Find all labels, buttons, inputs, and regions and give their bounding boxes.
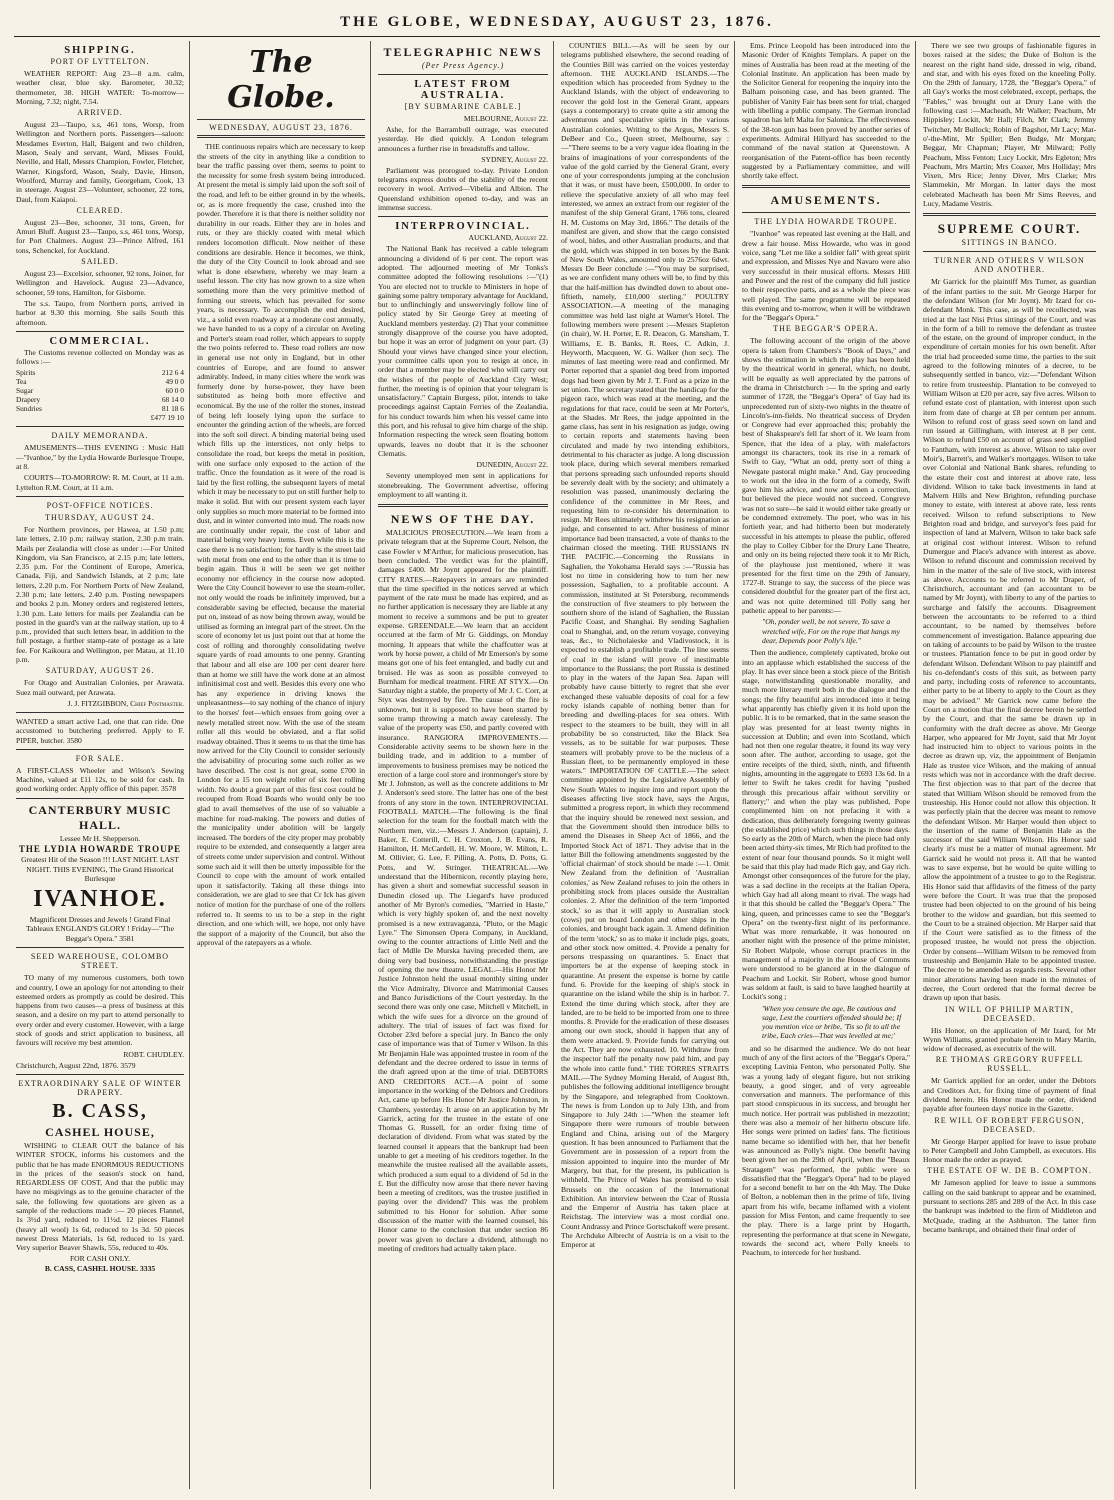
customs-intro: The Customs revenue collected on Monday was as follows :— (16, 347, 184, 367)
customs-row (16, 404, 184, 413)
case-4-heading: RE WILL OF ROBERT FERGUSON, DECEASED. (934, 1115, 1085, 1134)
cleared-text: August 23—Bee, schooner, 31 tons, Green, for Amuri Bluff. August 23—Taupo, s.s, 461 tons, Worsp, for Port Chalmers. August 23—Prince Alfred, 161 tons, Schenckel, for Auckland. (16, 217, 184, 255)
column-6-top-text: There we see two groups of fashionable figures in boxes raised at the sides; the Duke of Bolton is the nearest on the right hand side, dressed in wig, riband, and star, and with his eyes fixed on the kneeling Polly. On the 29th of January, 1728, the "Beggar's Opera," of all Gay's works the most celebrated, except, perhaps, the "Fables," was brought out at Drury Lane with the following cast :—Macheath, Mr Walker; Peachum, Mr Hippisley; Lockit, Mr Hall; Filch, Mr Clark; Jemmy Twitcher, Mr Bullock; Robin of Bagshot, Mr Lacy; Mat-o'-the-Mint, Mr Spiller; Ben Budge, Mr Morgan; Beggar, Mr Chapman; Player, Mr Milward; Polly Peachum, Miss Fenton; Lucy Lockit, Mrs Egleton; Mrs Peachum, Mrs Martin; Mrs Coaxer, Mrs Holliday; Mrs Vixen, Mrs Rice; Jenny Diver, Mrs Clarke; Mrs Slammekin, Mr Morgan. In latter days the most celebrated Macheath has been Mr Sims Reeves, and Lucy, Madame Vestris. (923, 41, 1096, 209)
case-1-heading: TURNER AND OTHERS V WILSON AND ANOTHER. (934, 256, 1085, 275)
melbourne-dateline: MELBOURNE, August 22. (463, 114, 548, 123)
for-sale-ad: A FIRST-CLASS Wheeler and Wilson's Sewing Machine, valued at £11 12s, to be sold for cash. In good working order. Apply office of this paper. 3578 (16, 765, 184, 794)
customs-item: Spirits (16, 368, 36, 378)
music-hall-title: CANTERBURY MUSIC HALL. (28, 802, 172, 832)
telegraphic-heading: TELEGRAPHIC NEWS (383, 45, 543, 59)
arrived-text: August 23—Taupo, s.s, 461 tons, Worsp, from Wellington and Northern ports. Passengers—saloon: Mesdames Everton, Hall, Baigent and two children, Mason, Sealy and servant, Ward, Misses Fould, Neville, and Hall, Messrs Champion, Fowler, Fletcher, Warner, Kingsford, Wason, Sealy, Davie, Hinson, Woolford, Murray and family, Georgeham, Cook, 13 in steerage. August 23—Volunteer, schooner, 22 tons, Daul, from Kaiapoi. (16, 120, 184, 204)
press-agency: (Per Press Agency.) (421, 61, 505, 70)
column-6 (921, 41, 1101, 1489)
divider (16, 1074, 184, 1075)
case-3-heading: RE THOMAS GREGORY RUFFELL RUSSELL. (935, 1055, 1084, 1074)
sydney-text: Parliament was prorogued to-day. Private London telegrams express doubts of the stability of the recent recovery in wool. Arrived—Vibelia and Albion. The Queensland exhibition opened to-day, and was an immense success. (378, 165, 548, 213)
troupe-title: THE LYDIA HOWARDE TROUPE (18, 844, 182, 855)
arrived-heading: ARRIVED. (77, 108, 123, 118)
customs-item: Tea (16, 377, 27, 387)
troupe-sub: Greatest Hit of the Season !!! LAST NIGHT. LAST NIGHT. THIS EVENING, The Grand Historical Burlesque (21, 855, 179, 884)
cash-only: FOR CASH ONLY. (69, 1254, 131, 1264)
post-saturday: SATURDAY, AUGUST 26. (45, 666, 155, 676)
dunedin-text: Seventy unemployed men sent in applications for stonebreaking. The Government advertise, offering employment to all wanting it. (378, 471, 548, 499)
sittings-heading: SITTINGS IN BANCO. (961, 238, 1058, 248)
melbourne-text: Ashe, for the Barrambull outrage, was executed yesterday. He died quickly. A London telegram announces a further rise in breadstuffs and tallow. (378, 125, 548, 153)
divider (742, 212, 910, 213)
for-sale-heading: FOR SALE. (75, 753, 125, 763)
divider (923, 251, 1096, 252)
customs-amount: 60 0 0 (165, 386, 184, 396)
auckland-text: The National Bank has received a cable telegram announcing a dividend of 6 per cent. The report was adopted. The adjourned meeting of Mr Tonks's committee adopted the following resolutions :—"(1) You are elected not to truckle to Ministers in hope of gaining some paltry temporary advantage for Auckland, but to unflinchingly and unswervingly follow line of policy stated by Sir George Grey at meeting of Auckland members yesterday. (2) That your committee strongly disapprove of the course you have adopted, but hope it was an error of judgment on your part. (3) Should your views have changed since your election, your committee calls upon you to resign at once, in order that a member may be elected who will carry out the wishes of the people of Auckland City West; further, the meeting is of opinion that your telegram is unsatisfactory." Captain Burgess, pilot, intends to take proceedings against Captain Ferries of the Zealandia, for his conduct towards him when his vessel came into this port, and his refusal to give him charge of the ship. Information respecting the wreck seen floating bottom upwards, leaves no doubt that it is the schooner Clematis. (378, 244, 548, 458)
divider (378, 216, 548, 217)
sailed-heading: SAILED. (81, 257, 119, 267)
amusements-heading: AMUSEMENTS. (770, 193, 882, 208)
news-of-the-day-heading: NEWS OF THE DAY. (390, 512, 536, 527)
globe-logo: The Globe. (197, 45, 365, 120)
amusements-line: AMUSEMENTS—THIS EVENING : Music Hall—"Ivanhoe," by the Lydia Howarde Burlesque Troupe, at 8. (16, 443, 184, 472)
seed-date: Christchurch, August 22nd, 1876. 3579 (16, 1060, 136, 1070)
case-5-heading: THE ESTATE OF W. DE B. COMPTON. (927, 1166, 1092, 1176)
lydia-heading: THE LYDIA HOWARDE TROUPE. (754, 217, 898, 227)
customs-amount: 49 0 0 (165, 377, 184, 387)
seed-signature: ROBT. CHUDLEY. (123, 1049, 184, 1059)
postmaster-signature: J. J. FITZGIBBON, Chief Postmaster. (67, 698, 184, 708)
beggars-opera-text: The following account of the origin of the above opera is taken from Chambers's "Book of Days," and shows the estimation in which the play has been held by the theatrical world in general, which, no doubt, will be equally as well appreciated by the patrons of the drama in Christchurch :— In the spring and early summer of 1728, the "Beggar's Opera" of Gay had its unprecedented run of sixty-two nights in the theatre of Lincoln's-inn-fields. No theatrical success of Dryden or Congreve had ever approached this; probably the best of Shakspeare's fell far short of it. We learn from Spence, that the idea of a play, with malefactors amongst its characters, took its rise in a remark of Swift to Gay, "What an odd, pretty sort of thing a Newgate pastoral might make." And, Gay proceeding to work out the idea in the form of a comedy, Swift gave him his advice, and now and then a correction, but believed the piece would not succeed. Congreve was not so sure—he said it would either take greatly or be condemned extremely. The poet, who was in his fortieth year, and had hitherto been but moderately successful in his attempts to please the public, offered the play to Colley Cibber for the Drury Lane Theatre, and only on its being rejected there took it to Mr Rich, of the playhouse just mentioned, where it was presented for the first time on the 29th of January, 1727-8. Strange to say, the success of the piece was considered doubtful for the greater part of the first act, and was not quite determined till Polly sang her pathetic appeal to her parents:— (742, 336, 910, 616)
beggars-opera-text-3: and so he disarmed the audience. We do not hear much of any of the first actors of the "Beggar's Opera," excepting Lavinia Fenton, who personated Polly. She was a young lady of elegant figure, but not striking beauty, a good singer, and of very agreeable conversation and manners. The performance of this part stood conspicuous in its success, and brought her much notice. Her portrait was published in mezzotint; there was also a memoir of her hitherto obscure life. Her songs were printed on ladies' fans. The fictitious name became so identified with her, that her benefit was announced as Polly's night. One benefit having been given her on the 29th of April, when the "Beaux Stratagem" was performed, the public were so dissatisfied that the "Beggar's Opera" had to be played for a second benefit to her on the 4th May. The Duke of Bolton, a nobleman then in the prime of life, living apart from his wife, became inflamed with a violent passion for Miss Fenton, and came frequently to see the play. There is a large print by Hogarth, representing the performance at that scene in Newgate, towards the second act, where Polly kneels to Peachum, to intercede for her husband. (742, 1043, 910, 1258)
courts-line: COURTS—TO-MORROW: R. M. Court, at 11 a.m. Lyttelton R.M. Court, at 11 a.m. (16, 473, 184, 492)
seed-heading: SEED WAREHOUSE, COLOMBO STREET. (30, 952, 170, 971)
customs-row (16, 377, 184, 386)
case-5-text: Mr Jameson applied for leave to issue a summons calling on the said bankrupt to appear and be examined, pursuant to sections 285 and 289 of the Act. In this case the bankrupt was indebted to the firm of Middleton and McQuade, trading at the Ashburton. The latter firm became bankrupt, and obtained their final order of (923, 1178, 1096, 1234)
customs-table (16, 368, 184, 422)
port-heading: PORT OF LYTTELTON. (50, 57, 150, 66)
customs-row (16, 368, 184, 377)
sydney-dateline: SYDNEY, August 22. (481, 154, 548, 164)
divider (378, 504, 548, 507)
divider (16, 712, 184, 713)
wanted-ad: WANTED a smart active Lad, one that can ride. One accustomed to butchering preferred. Apply to F. PIPER, butcher. 3580 (16, 716, 184, 745)
post-text: For Northern provinces, per Hawea, at 1.50 p.m; late letters, 2.10 p.m; railway station, 2.30 p.m train. Mails per Zealandia will close as under :—For United Kingdom, via San Francisco, at 2.15 p.m; late letters, 2.35 p.m. For the Continent of Europe, America, Canada, Fiji, and Sandwich Islands, at 2 p.m; late letters, 2.20 p.m. For Northern Ports of New Zealand, 2.30 p.m; late letters, 2.40 p.m. Posting newspapers and books 2 p.m. Money orders and registered letters, 1.30 p.m. Late letters for mails per Zealandia can be posted in the guard's van at the railway station, up to 4 p.m., provided that such letters bear, in addition to the full postage, a further stamp-rate of postage as a late fee. For Kaikoura and Wellington, per Matau, at 11.10 p.m. (16, 524, 184, 665)
cass-ad: WISHING to CLEAR OUT the balance of his WINTER STOCK, informs his customers and the public that he has made ENORMOUS REDUCTIONS in the prices of the season's stock on hand, REGARDLESS OF COST, And that the public may have no misgivings as to the genuine character of the sale, the following few quotations are given as a sample of the reductions made :— 20 pieces Flannel, 1s 3½d yard, reduced to 11½d. 12 pieces Flannel (heavy all wool) 1s 6d, reduced to 1s 3d. 50 pieces newest Dress Materials, 1s 6d, reduced to 1s yard. Very superior Beaver Shawls, 55s, reduced to 40s. (16, 1140, 184, 1253)
column-5 (740, 41, 916, 1489)
divider (16, 496, 184, 497)
dunedin-dateline: DUNEDIN, August 22. (476, 460, 548, 470)
lydia-text: "Ivanhoe" was repeated last evening at the Hall, and drew a fair house. Miss Howarde, who was in good voice, sang "Let me like a soldier fall" with great spirit and expression, and Misses Nye and Navaro were also very successful in their musical efforts. Messrs Hill and Power and the rest of the company did full justice to their respective parts, and as a whole the piece was well played. The same programme will be repeated this evening and to-morrow, when it will be withdrawn for the "Beggar's Opera." (742, 229, 910, 323)
auckland-dateline: AUCKLAND, August 22. (468, 233, 548, 243)
divider (16, 426, 184, 427)
cass-title: B. CASS, (52, 1099, 148, 1122)
beggars-opera-heading: THE BEGGAR'S OPERA. (773, 324, 879, 334)
interprovincial-heading: INTERPROVINCIAL. (395, 221, 531, 233)
divider (923, 213, 1096, 216)
court-text: Mr Garrick for the plaintiff Mrs Turner, as guardian of the infant parties to the suit. Mr George Harper for the defendant Wilson (for Mr Joynt). Mr Izard for co-defendant Monk. This case, as will be recollected, was tried at the last Nisi Prius sittings of the Court, and was in the form of a bill to remove the defendant as trustee of the estate, on the ground of improper conduct, in the expenditure of certain monies for his own benefit. After the trial had proceeded some time, the parties to the suit agreed to the following minutes of a decree, to be subsequently settled in banco, viz:—"Defendant Wilson to retire from trusteeship. Plantation to be conveyed to William Wilson at £20 per acre, say five acres. Wilson to refund estate cost of plantation, with interest upon such item from date of charge at £8 per centum per annum. Wilson to refund cost of grass seed sown on land and run issued at Gillingham, with interest at 8 per cent. Wilson to refund £50 on account of grass seed supplied to Fantham, with interest as above. Wilson to take over Moir's, Barrett's, and Walker's mortgages. Wilson to take over Colonial and National Bank shares, refunding to the estate their cost and interest at above rate, less dividend. Wilson to take back investments in land at Malvern Hills and New Brighton, refunding purchase money to estate, with interest at above rate, less rents received. Wilson to refund subscriptions to New Brighton road and bridge, and surveyor's fees paid for inspection of land at Malvern, Wilson to take back safe at original cost without interest. Wilson to refund Dumergue and Place's advance with interest as above. Wilson to refund discount and commission received by him in the matter of the sale of live stock, with interest as above. Accounts to be referred to Mr Draper, of Christchurch, accountant and (an accountant to be named by Mr Joynt), with liberty to any of the parties to surcharge and falsify the accounts. Disagreement between the accountants to be referred to a third accountant, to be named by themselves before commencement of investigation. Balance appearing due on taking of accounts to be paid by Wilson to the trustee or trustees. Plantation fence to be put in good order by defendant Wilson. Defendant Wilson to pay plaintiff and his co-defendant's costs of this suit, as between party and party, including costs of reference to accountants, either party to be at liberty to apply to the Court as they may be advised." Mr Garrick now came before the Court on a motion that the final decree herein be settled by the Court, and that the same be drawn up in conformity with the draft decree as above. Mr George Harper, who appeared for Mr Joynt, said that Mr Joynt had instructed him to object to various points in the decree as drawn up, viz, the appointment of Benjamin Hale as trustee vice Wilson, and the making of annual rests which was not in accordance with the draft decree. The first objection was to that part of the decree that stated that William Wilson should be removed from the trusteeship. His Honor could not allow this objection. It was perfectly plain that the decree was meant to remove the defendant Wilson. Mr Harper would then object to the insertion of the name of Benjamin Hale as the successor of the said William Wilson. His Honor said clearly it's must be a matter of mutual agreement. Mr Garrick said he would not press it. All that he wanted was to save expense, but he would be quite willing to allow the appointment of a trustee to go to the Registrar. His Honor said that affidavits of the fitness of the party were before the Court. It was true that the proposed trustee had been objected to on the ground of his being brother to the widow and guardian, but this seemed to the Court to be a strained objection. Mr Harper said that if the Court were satisfied as to the fitness of the proposed trustee, he would not press the objection. Order by consent—William Wilson to be removed from trusteeship and Benjamin Hale to be appointed trustee. The decree to be amended as regards rests. Several other minor alterations having been made in the minutes of decree, the Court ordered that the formal decree be drawn up upon that basis. (923, 277, 1096, 1003)
lessee-line: Lessee Mr H. Shepperson. (59, 833, 141, 843)
cashel-title: CASHEL HOUSE, (45, 1124, 155, 1139)
customs-amount: 81 18 6 (161, 404, 184, 414)
divider (16, 947, 184, 948)
news-of-the-day-text: MALICIOUS PROSECUTION.—We learn from a private telegram that at the Supreme Court, Nelson, the case Fowler v M'Arthur, for malicious prosecution, has been concluded. The verdict was for the plaintiff, damages £400. Mr Joynt appeared for the plaintiff. CITY RATES.—Ratepayers in arrears are reminded that the time specified in the notices served at which payment of the rate must be made has expired, and as no further application is necessary they are liable at any moment to receive a summons and be put to greater expense. GREENDALE.—We learn that an accident occurred at the farm of Mr G. Giddings, on Monday morning. It appears that while the chaffcutter was at work by horse power, a child of Mr Emerson's by some means got one of his feet entangled, and badly cut and bruised. He was as soon as possible conveyed to Burnham for medical treatment. FIRE AT STYX.—On Saturday night a stable, the property of Mr J. C. Corr, at Styx was destroyed by fire. The cause of the fire is unknown, but it is supposed to have been started by some tramp throwing a match away carelessly. The value of the property was £50, and partly covered with insurance. RANGIORA IMPROVEMENTS.—Considerable activity seems to be shown here in the building trade, and in addition to a number of improvements to business premises may be noticed the erection of a large cool store and ironmonger's store by Mr J. Johnston, as well as the concrete additions to Mr J. Anderson's seed store. The latter has one of the best fronts of any store in the town. INTERPROVINCIAL FOOTBALL MATCH.—The following is the final selection for the team for the football match with the Northern men, viz.:—Messrs J. Anderson (captain), J. Baker, E. Cotterill, C. H. Croxton, J. B. Evans, R. Hamilton, H. McCardell, H. W. Moore, W. Milton, L. M. Ollivier, G. Lee, F. Pilling, A. Potts, D. Potts, G. Potts, and W. Stringer. THEATRICAL.—We understand that the Hibernicon, recently playing here, has given a short and somewhat successful season in Dunedin closed up. The Liegard's have produced another of Mr Byron's comedies, "Married in Haste," which is very highly spoken of, and the next novelty promised is a new extravaganza, "Pluto, or the Magic Lyre." The Simonsen Opera Company, in Auckland, owing to the counter attractions of Little Nell and the fact of Mdlle De Murska having preceded them, are doing very bad business, notwithstanding the prestige of opening the new theatre. LEGAL.—His Honor Mr Justice Johnston held the usual monthly sitting under the Vice Admiralty, Divorce and Matrimonial Causes and Banco Jurisdictions of the Court yesterday. In the second there was only one case, Mitchell v Mitchell, in which the wife sues for a divorce on the ground of adultery. The trial of issues of fact was fixed for October 23rd before a special jury. In Banco the only case of importance was that of Turner v Wilson. In this Mr Benjamin Hale was appointed trustee in room of the defendant and the decree ordered to issue in terms of the draft agreed upon at the time of trial. DEBTORS AND CREDITORS ACT.—A point of some importance in the working of the Debtors and Creditors Act, came up before His Honor Mr Justice Johnston, in Chambers, yesterday. It arose on an application by Mr Garrick, acting for the trustee in the estate of one Thomas G. Russell, for an order fixing time of declaration of dividend. From what was stated by the learned counsel it appears that the bankrupt had been unable to get a meeting of his creditors together. In the meanwhile the trustee realised all the available assets, which produced a sum equal to a dividend of 5d in the £. But the difficulty now arose that there never having been a meeting of creditors, was the trustee justified in paying over the dividend? This was the problem submitted to his Honor for solution. After some discussion of the matter with the learned counsel, his Honor came to the conclusion that under section 86 power was given to declare a dividend, although no meeting of creditors had actually taken place. (378, 528, 548, 1253)
supreme-court-heading: SUPREME COURT. (937, 221, 1082, 237)
customs-total: £477 19 10 (150, 413, 184, 423)
divider (742, 185, 910, 188)
weather-report: WEATHER REPORT: Aug 23—8 a.m. calm, weather clear, blue sky. Barometer, 30.32; thermometer, 38. HIGH WATER: To-morrow—Morning, 7.32; night, 7.54. (16, 69, 184, 106)
column-3 (376, 41, 554, 1489)
divider (16, 331, 184, 332)
shipping-heading: SHIPPING. (64, 45, 136, 56)
masthead-title: THE GLOBE, WEDNESDAY, AUGUST 23, 1876. (340, 13, 774, 30)
sailed-text: August 23—Excelsior, schooner, 92 tons, Joiner, for Wellington and Havelock. August 23—Advance, schooner, 59 tons, Hamilton, for Gisborne. (16, 269, 184, 297)
customs-item: Sundries (16, 404, 42, 414)
seed-ad: TO many of my numerous customers, both town and country, I owe an apology for not attending to their esteemed orders as promptly as could be desired. This happens from two causes—a press of business at this season, and a desire on my part to attend personally to every order and every customer. However, with a large stock of goods and strict application to business, all favours will receive my best attention. (16, 973, 185, 1048)
sailing-note: The s.s. Taupo, from Northern ports, arrived in harbor at 9.30 this morning. She sails South this afternoon. (16, 298, 184, 327)
column-4 (559, 41, 735, 1489)
column-5-top-text: Ems. Prince Leopold has been introduced into the Masonic Order of Knights Templars. A paper on the mines of Australia has been read at the meeting of the Colonial Institute. An application has been made by the Solicitor General for reopening the inquiry into the Balham poisoning case, and has been granted. The publisher of Vanity Fair has been sent for trial, charged with libelling a public company. The German ironclad squadron has left Malta for Salonica. The effectiveness of the 38-ton gun has been proved by another series of experiments. Admiral Hillyard has succeeded to the command of the naval station at Queenstown. A reorganisation of the Patent-office has been recently suggested by a Parliamentary committee, and will shortly take effect. (742, 41, 910, 181)
post-text-2: For Otago and Australian Colonies, per Arawata. Suez mail outward, per Arawata. (16, 678, 184, 697)
column-1 (14, 41, 190, 1489)
cleared-heading: CLEARED. (76, 205, 124, 215)
extra-sale-heading: EXTRAORDINARY SALE OF WINTER DRAPERY. (18, 1078, 182, 1097)
case-2-text: His Honor, on the application of Mr Izard, for Mr Wynn Williams, granted probate herein to Mary Martin, widow of deceased, as executrix of the will. (923, 1025, 1096, 1054)
column-2 (195, 41, 371, 1489)
latest-australia-heading: LATEST FROM AUSTRALIA. (414, 79, 512, 101)
beggars-opera-text-2: Then the audience, completely captivated, broke out into an applause which established the success of the play. It has ever since been a stock piece of the British stage, notwithstanding questionable morality, and much more literary merit both in the dialogue and the songs; the fifty beautiful airs introduced into it being what apparently has chiefly given it its hold upon the public. It is to be remarked, that in the same season the play was presented for at least twenty nights in succession at Dublin; and even into Scotland, which had not then one regular theatre, it found its way very soon after. The author, according to usage, got the entire receipts of the third, sixth, ninth, and fifteenth nights, amounting in the aggregate to £693 13s 6d. In a letter to Swift he takes credit for having "pushed through this precarious affair without servility or flattery;" and when the play was published, Pope complimented him on not prefacing it with a dedication, thus deliberately foregoing twenty guineas (the established price) which such things in those days. So early as the 20th of March, when the piece had only been acted thirty-six times, Mr Rich had profited to the extent of near four thousand pounds. So it might well be said that this play had made Rich gay, and Gay rich. Amongst other consequences of the furore for the play, was a sad decline in the receipts at the Italian Opera, which Gay had all along meant to rival. The wags had it that this should be called the "Beggar's Opera." The king, queen, and princesses came to see the "Beggar's Opera" on the twenty-first night of its performance. What was more remarkable, it was honoured on another night with the presence of the prime minister, Sir Robert Walpole, whose corrupt practices in the management of a majority in the House of Commons were understood to be glanced at in the dialogue of Peachum and Lockit. Sir Robert, whose good humor was seldom at fault, is said to have laughed heartily at Lockit's song ; (742, 648, 910, 1002)
post-office-heading: POST-OFFICE NOTICES. (46, 500, 154, 510)
columns (14, 41, 1100, 1489)
customs-amount: 212 6 4 (161, 368, 184, 378)
customs-item: Drapery (16, 395, 41, 405)
case-4-text: Mr George Harper applied for leave to issue probate to Peter Campbell and John Campbell, as executors. His Honor made the order as prayed. (923, 1136, 1096, 1165)
post-thursday: THURSDAY, AUGUST 24. (45, 512, 155, 522)
leader-dateline: WEDNESDAY, AUGUST 23, 1876. (197, 120, 365, 138)
cable-line: [BY SUBMARINE CABLE.] (404, 102, 522, 111)
customs-row (16, 386, 184, 395)
case-3-text: Mr Garrick applied for an order, under the Debtors and Creditors Act, for fixing time of payment of final dividend herein. His Honor made the order, dividend payable after fourteen days' notice in the Gazette. (923, 1076, 1096, 1114)
divider (16, 798, 184, 799)
column-4-text: COUNTIES BILL.—As will be seen by our telegrams published elsewhere, the second reading of the Counties Bill was carried on the voices yesterday afternoon. THE AUCKLAND ISLANDS.—The expedition which has proceeded from Sydney to the Auckland Islands, with the object of endeavoring to recover the gold lost in the General Grant, appears (says a contemporary) to create quite a stir among the adventurous and speculative spirits in the various Australian colonies. Writing to the Argus, Messrs S. DeBeer and Co., Queen street, Melbourne, say :—"There seems to be a very vague idea floating in the brains of imaginations of your correspondents of the value of the gold carried by the General Grant, every one of your correspondents jumping at the conclusion that it was, or must have been, £500,000. In order to relieve the speculative anxiety of all who may feel interested, we annex an extract from our register of the manifest of the ship General Grant, 1766 tons, cleared H. M. Customs on May 3rd, 1866." The details of the manifest are given, and show that the cargo consisted of wool, hides, and other Australian products, and that the gold, which was shipped in ten boxes by the Bank of New South Wales, amounted only to 2576oz 6dwt. Messrs De Beer conclude :—"You may be surprised, as we are confident many others will be, to find by this that the half-million has dwindled down to about one-fiftieth, namely, £10,000 sterling." POULTRY ASSOCIATION.—A meeting of the managing committee was held last night at Warner's Hotel. The following members were present :—Messrs Stapleton (in chair), W. H. Porter, E. R. Deacon, G. Mansham, T. Williams, E. B. Banks, R. Rees, C. Adkin, J. Heyworth, Macqueen, W. G. Walker (hon sec). The minutes of last meeting were read and confirmed. Mr Porter reported that a spaniel dog bred from imported dogs had been given by Mr J. T. Ford as a prize in the set union. The secretary stated that the handicap for the pigeon race, which was read at the meeting, and the regulations for that race, could be seen at Mr Porter's, at the Shades. Mr Rees, the judge appointed in the game class, has sent in his resignation as judge, owing to certain reports and statements having been circulated and made by two intending exhibitors, detrimental to his character as judge. A long discussion took place, during which several members remarked that persons spreading such unfounded reports should be severely dealt with by the society; and ultimately a resolution was passed, unanimously declaring the confidence of the committee in Mr Rees, and requesting him to re-consider his determination to resign. Mr Rees ultimately withdrew his resignation as judge, and consented to act. After business of minor importance had been transacted, a vote of thanks to the chairman closed the meeting. THE RUSSIANS IN THE PACIFIC.—Concerning the Russians in Saghalien, the Yokohama Herald says :—"Russia has lost no time in considering how to turn her new possession, Saghalien, to a profitable account. A commission, instituted at St Petersburg, recommends the construction of five steamers to ply between the southern shore of the island of Saghalien, the Russian Pacific Coast, and Shanghai. By sending Saghalien coal to Shanghai, and, on the return voyage, conveying teas, &c., to Nicholaieske and Vladivostock, it is expected to establish a profitable trade. The line seems of coal in the island will prove of inestimable importance to the Russians; the port Russia is destined to play in the waters of the Japan Sea. Japan will probably have cause bitterly to regret that she ever exchanged these valuable deposits of coal for a few rocky islands capable of nothing better than for breeding and dwelling-places for sea otters. With respect to the steamers to be built, they will in all probability be so constructed, like the Black Sea vessels, as to be suitable for war purposes. These steamers will probably prove to be the nucleus of a Russian fleet, to be permanently employed in these waters." IMPORTATION OF CATTLE.—The select committee appointed by the Legislative Assembly of New South Wales to inquire into and report upon the diseases affecting live stock have, says the Argus, submitted a progress report, in which they recommend that the inquiry should be renewed next session, and that the Government should then introduce bills to amend the Diseases in Sheep Act of 1866, and the Imported Stock Act of 1871. They advise that in the latter Bill the following amendments suggested by the 'official chairman' of stock should be made :—1. Omit New Zealand from the definition of 'Australian colonies,' as New Zealand refuses to join the others in prohibiting stock from places outside the Australian colonies. 2. After the definition of the term 'imported stock,' so as that it will apply to Australian stock (cows) put on board London and other ships in the colonies, and brought back again. 3. Amend definition of the term 'stock,' so as to make it include pigs, goats, and other stock now omitted. 4. Provide a penalty for persons trespassing on quarantines. 5. Enact that importers be at the expense of keeping stock in quarantine. At present the expense is borne by cattle fund. 6. Provide for the keeping of ship's stock in quarantine on the island while the ship is in harbor. 7. Extend the time during which stock, after they are landed, are to be held to be imported from one to three months. 8. Provide for the eradication of these diseases among our own stock, should it happen that any of them were attacked. 9. Provide funds for carrying out the Act. They are now exhausted. 10. Withdraw from the inspector half the penalty now paid him, and pay the whole into cattle fund." THE TORRES STRAITS MAIL.—The Sydney Morning Herald, of August 8th, publishes the following additional intelligence brought by the Singapore, and telegraphed from Cooktown. The news is from London up to July 13th, and from Singapore to July 24th :—"When the steamer left Singapore there were rumours of trouble between England and China, arising out of the Margery question. It has been announced to Parliament that the Government are in possession of a report from the mission appointed to inquire into the murder of Mr Margery, but that, for the present, its publication is withheld. The Prince of Wales has promised to visit Brussels on the occasion of the International Exhibition. An interview between the Czar of Russia and the Emperor of Austria has taken place at Reichstag. The interview was a most cordial one. Count Andrassy and Prince Gortschakoff were present. The Archduke Albrecht of Austria is on a visit to the Emperor at (561, 41, 729, 1250)
verse-1: "Oh, ponder well, be not severe, To save a wretched wife, For on the rope that hangs my dear, Depends poor Polly's life." (762, 617, 901, 645)
leader-article: THE continuous repairs which are necessary to keep the streets of the city in anything like a condition to bear the traffic passing over them, seems to point to the necessity for some fresh system being introduced. At present the metal is simply laid upon the soft soil of the road, and left to be either ground in by the wheels, or, as is more frequently the case, crushed into the powder. Therefore it is that there is neither solidity nor durability in our roads. Either they are in holes and ruts, or they are thickly coated with metal which renders locomotion difficult. Now neither of these conditions are desirable. Hence it becomes, we think, the duty of the City Council to look abroad and see what is done elsewhere, whereby we may learn a useful lesson. The city has now grown to a size when something more than the very primitive method of forming our streets, which has prevailed for some years, is necessary. To accomplish the end desired, viz., a solid even roadway at a moderate cost annually, we have handed to us a copy of a circular on Aveling and Porter's steam road roller, which appears to supply the two points referred to. These road rollers are now in general use not only in England, but in other countries of Europe, and are found to answer admirably. Indeed, in many cities where the work was formerly done by horse-power, they have been substituted as being both more effective and economical. By the use of the roller the stones, instead of being left loosely lying upon the surface to encounter the grinding action of the wheels, are forced into the soft soil direct. A binding material being used which fills up the interstices, not only helps to consolidate the road, but keeps the metal in position, with one surface only exposed to the action of the traffic. Once the foundation as it were of the road is laid by the first rolling, the subsequent layers of metal which it may be necessary to put on still further help to make it solid. But with our present system each layer only supplies so much more material to be formed into dust, and in winter converted into mud. The roads now are continually under repair, the cost of labor and material being very heavy items. Even while this is the case there is no satisfaction; for hardly is the street laid with metal from one end to the other than it is time to begin again. Thus it will be seen we get neither economy nor efficiency in the course now adopted. Were the City Council however to use the steam-roller, not only would the roads be infinitely improved, but a considerable saving be effected, because the material put on, instead of as now being thrown away, would be utilised as forming an integral part of the street. On the score of economy let us just point out that at home the cost of rolling and thoroughly consolidating twelve square yards of road amounts to one penny. Granting that labour and all else are 100 per cent dearer here than at home we still have the work done at an almost infinitisimal cost and well. Besides this every one who has any experience in driving knows the unpleasantness—to say nothing of the chance of injury to the horses' feet—which ensues from going over a newly metalled street now. With the use of the steam roller all this would be obviated, and a flat solid roadway obtained. Thus it seems to us that the time has now arrived for the City Council to consider seriously the advisability of procuring some such roller as we have described. The cost is not great, some £700 in London for a 15 ton weight roller of six feet rolling width. No doubt a great part of this first cost could be recouped from Road Boards who would only be too glad to avail themselves of the use of so valuable a machine for road-making. The powers and duties of the municipality under abolition will be largely increased. The borders of the city proper may probably require to be extended, and consequently a larger area of streets come under supervision and control. Without some such aid it will then be utterly impossible for the Council to cope with the amount of work entailed upon it satisfactorily. Taking all these things into consideration, we are glad to see that Cr Ick has given notice of motion for the purchase of one of the rollers referred to. It seems to us to be a step in the right direction, and one which will, we hope, not only have the support of a majority of the Council, but also the approval of the ratepayers as a whole. (197, 142, 365, 948)
daily-memoranda-heading: DAILY MEMORANDA. (51, 431, 149, 441)
customs-amount: 68 14 0 (161, 395, 184, 405)
divider (16, 749, 184, 750)
divider (378, 74, 548, 75)
masthead (14, 8, 1100, 37)
ivanhoe-sub: Magnificent Dresses and Jewels ! Grand Final Tableaux ENGLAND'S GLORY ! Friday—"The Beggar's Opera." 3581 (26, 914, 174, 943)
verse-2: 'When you censure the age, Be cautious and sage, Lest the courtiers offended should be; If you mention vice or bribe, 'Tis so fit to all the tribe, Each cries—That was levelled at me;' (762, 1003, 902, 1041)
customs-item: Sugar (16, 386, 34, 396)
commercial-heading: COMMERCIAL. (49, 335, 151, 347)
ivanhoe-title: IVANHOE. (33, 885, 167, 912)
customs-row (16, 395, 184, 404)
case-2-heading: IN WILL OF PHILIP MARTIN, DECEASED. (945, 1004, 1074, 1023)
cass-signature: B. CASS, CASHEL HOUSE. 3335 (44, 1263, 156, 1273)
